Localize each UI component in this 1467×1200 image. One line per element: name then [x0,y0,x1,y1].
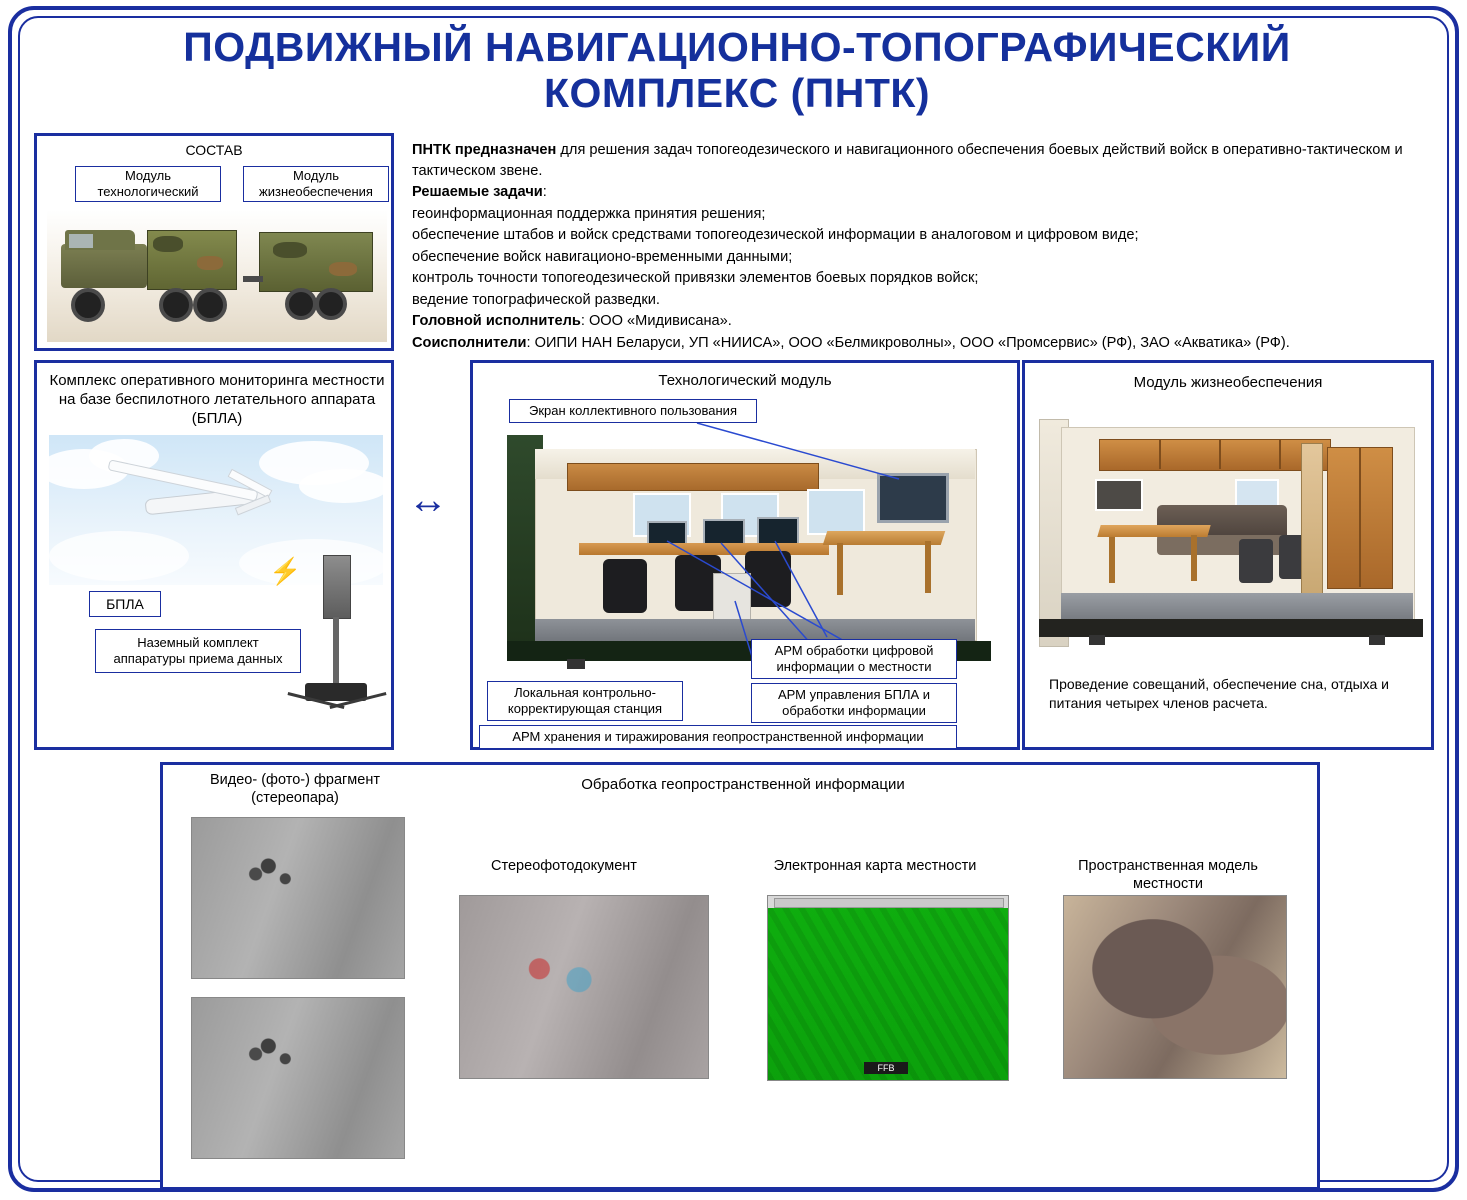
module-life-label: Модуль жизнеобеспечения [243,166,389,202]
uav-panel: Комплекс оперативного мониторинга местности на базе беспилотного летательного аппарата (БПЛА) БПЛА ⚡ Наземный комплект аппаратуры приема данных [34,360,394,750]
electronic-map-caption: Электронная карта местности [773,858,977,874]
life-module-note: Проведение совещаний, обеспечение сна, отдыха и питания четырех членов расчета. [1049,676,1389,711]
uav-workstation-label: АРМ управления БПЛА и обработки информации [751,683,957,723]
stereo-photo-bottom [191,997,405,1159]
stereo-pair-caption: Видео- (фото-) фрагмент (стереопара) [210,772,380,806]
correction-station-label: Локальная контрольно-корректирующая станция [487,681,683,721]
task-item-4: контроль точности топогеодезической привязки элементов боевых порядков войск; [412,270,979,286]
digital-workstation-label: АРМ обработки цифровой информации о местности [751,639,957,679]
descr-lead-rest: для решения задач топогеодезического и навигационного обеспечения боевых действий войск в оперативно-тактическом и тактическом звене. [412,142,1403,179]
terrain-model-image [1063,895,1287,1079]
task-item-1: геоинформационная поддержка принятия решения; [412,205,766,222]
collective-screen-label: Экран коллективного пользования [509,399,757,423]
sostav-panel [34,133,394,351]
ground-kit-label: Наземный комплект аппаратуры приема данных [95,629,301,673]
geodata-processing-panel [160,762,1320,1190]
tasks-title: Решаемые задачи [412,184,543,200]
task-item-5: ведение топографической разведки. [412,291,660,308]
module-tech-label: Модуль технологический [75,166,221,202]
poster [8,6,1459,1192]
description-block: ПНТК предназначен для решения задач топогеодезического и навигационного обеспечения боевых действий войск в оперативно-тактическом и тактическом звене. Решаемые задачи: геоинформационная поддержка принятия решения; обеспечение штабов и войск средствами топогеодезической информации в аналоговом и цифровом виде; обеспечение войск навигационо-временными данными; контроль точности топогеодезической привязки элементов боевых порядков войск; ведение топографической разведки. Головной исполнитель: ООО «Мидивисана». Соисполнители: ОИПИ НАН Беларуси, УП «НИИСА», ООО «Белмикроволны», ООО «Промсервис» (РФ), ЗАО «Акватика» (РФ). [412,140,1432,354]
stereo-document-image [459,895,709,1079]
stereo-photo-top [191,817,405,979]
prime-value: : ООО «Мидивисана». [580,313,732,329]
tech-module-image [507,423,991,673]
stereo-document-caption: Стереофотодокумент [491,858,637,874]
uav-label: БПЛА [89,591,161,617]
prime-label: Головной исполнитель [412,313,581,329]
task-item-3: обеспечение войск навигационо-временными данными; [412,248,793,265]
task-item-2: обеспечение штабов и войск средствами топогеодезической информации в аналоговом и цифровом виде; [412,227,1139,243]
terrain-model-caption: Пространственная модель местности [1078,858,1258,892]
sostav-header: СОСТАВ [185,142,243,158]
life-module-panel [1022,360,1434,750]
geodata-processing-title: Обработка геопространственной информации [581,776,905,793]
storage-workstation-label: АРМ хранения и тиражирования геопространственной информации [479,725,957,749]
electronic-map-image: FFB [767,895,1009,1081]
tech-module-panel [470,360,1020,750]
co-value: : ОИПИ НАН Беларуси, УП «НИИСА», ООО «Белмикроволны», ООО «Промсервис» (РФ), ЗАО «Акватика» (РФ). [526,334,1290,351]
arrow-left-right-1: ↔ [408,478,448,522]
descr-lead-bold: ПНТК предназначен [412,142,557,158]
life-module-title: Модуль жизнеобеспечения [1133,374,1323,391]
co-label: Соисполнители [412,334,527,351]
tech-module-title: Технологический модуль [658,372,832,389]
life-module-image [1039,407,1423,657]
page-title: ПОДВИЖНЫЙ НАВИГАЦИОННО-ТОПОГРАФИЧЕСКИЙ КОМПЛЕКС (ПНТК) [183,24,1291,116]
uav-panel-title: Комплекс оперативного мониторинга местности на базе беспилотного летательного аппарата (БПЛА) [49,372,385,427]
trucks-image [47,210,387,342]
